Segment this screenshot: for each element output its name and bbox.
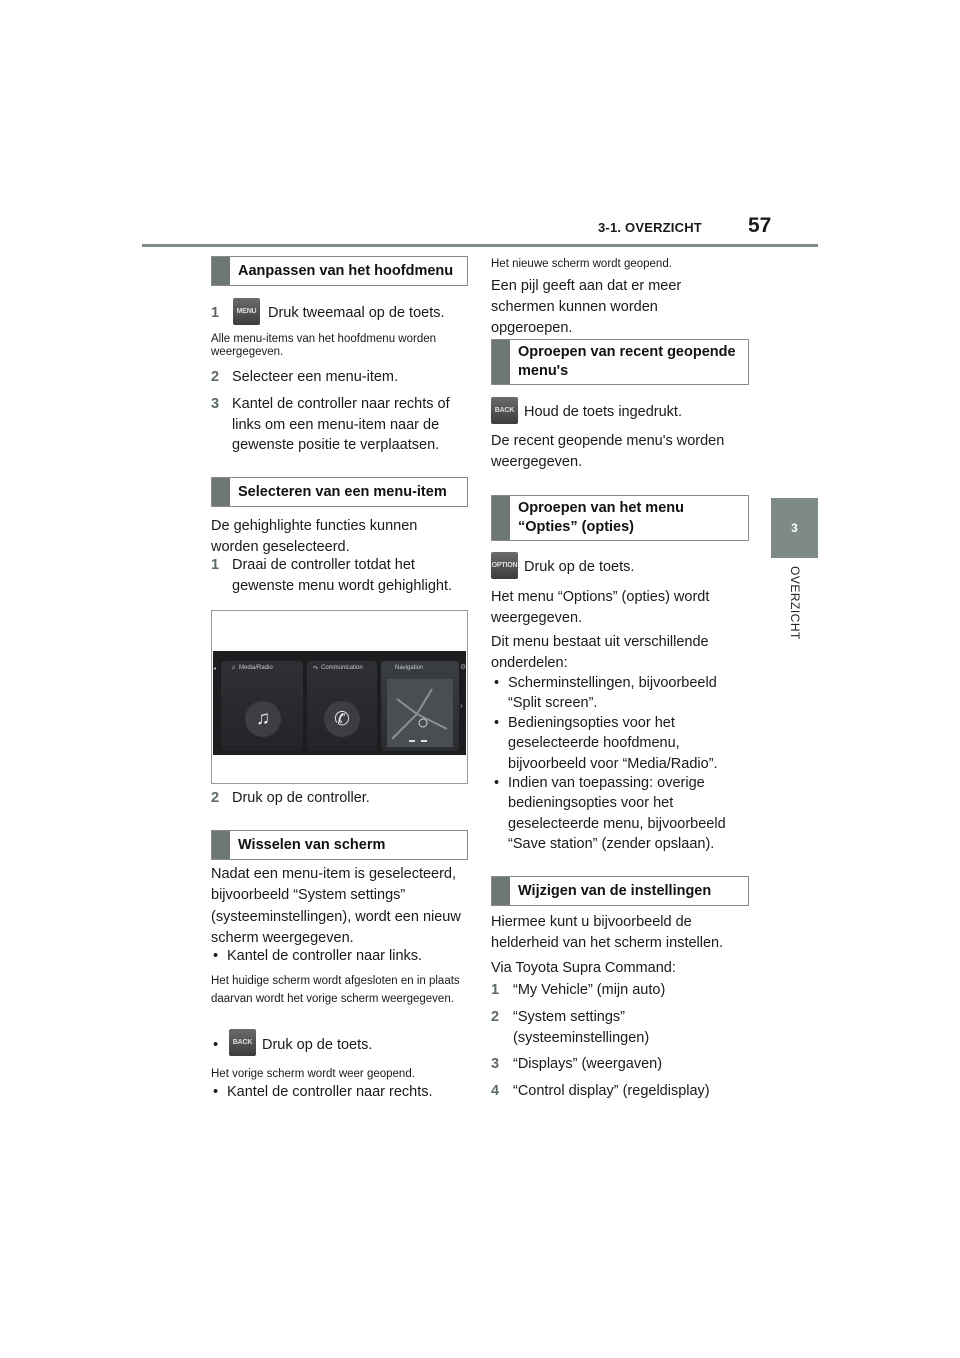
option-button-icon: OPTION (491, 552, 518, 579)
tile-label: Communication (321, 665, 363, 671)
bullet-dot: • (494, 715, 500, 731)
chapter-label: OVERZICHT (788, 566, 802, 640)
paragraph: De gehighlighte functies kunnen worden geselecteerd. (211, 518, 418, 555)
step-number: 2 (211, 369, 220, 385)
paragraph: Een pijl geeft aan dat er meer schermen kunnen worden opgeroepen. (491, 278, 682, 336)
section-heading-change-settings (491, 876, 749, 906)
back-button-icon: BACK (229, 1029, 256, 1056)
step-text: Selecteer een menu-item. (232, 369, 399, 385)
bullet-dot: • (494, 675, 500, 691)
phone-handset-icon: ✆ (324, 701, 360, 737)
tile-communication (307, 661, 377, 751)
status-icon: ◂ (213, 666, 217, 672)
paragraph: Nadat een menu-item is geselecteerd, bijvoorbeeld “System settings” (systeeminstellingen), wordt een nieuw scherm weergegeven. (211, 866, 461, 946)
section-title: Selecteren van een menu-item (238, 483, 447, 500)
action-text: Druk op de toets. (524, 559, 635, 575)
step-number: 3 (211, 396, 220, 412)
bullet-dot: • (494, 775, 500, 791)
scroll-right-arrow-icon: › (460, 701, 463, 710)
section-heading-recent-menus (491, 339, 749, 385)
paragraph: De recent geopende menu's worden weergegeven. (491, 433, 725, 470)
display-screen (213, 651, 466, 755)
tile-label: Media/Radio (239, 665, 273, 671)
heading-bar (212, 831, 230, 859)
step-number: 2 (211, 790, 220, 806)
phone-icon: ↷ (313, 666, 319, 672)
section-header: 3-1. OVERZICHT (598, 220, 702, 235)
step-number: 4 (491, 1083, 500, 1099)
page-number: 57 (748, 214, 772, 237)
menu-button-icon: MENU (233, 298, 260, 325)
back-button-icon: BACK (491, 397, 518, 424)
header-divider (142, 244, 818, 247)
paragraph: Via Toyota Supra Command: (491, 960, 676, 976)
step-number: 1 (211, 305, 220, 321)
section-heading-options-menu (491, 495, 749, 541)
step-text: “Displays” (weergaven) (513, 1056, 663, 1072)
step-text: Druk tweemaal op de toets. (268, 305, 445, 321)
bullet-text: Indien van toepassing: overige bedieningsopties voor het geselecteerde menu, bijvoorbeeld “Save station” (zender opslaan). (508, 775, 726, 852)
bullet-text: Kantel de controller naar links. (227, 948, 423, 964)
heading-bar (492, 340, 510, 384)
step-text: “My Vehicle” (mijn auto) (513, 982, 666, 998)
step-number: 1 (211, 557, 220, 573)
map-icon (387, 679, 453, 747)
section-title: Wisselen van scherm (238, 836, 386, 853)
step-text: Draai de controller totdat het gewenste menu wordt gehighlight. (232, 557, 453, 594)
step-text: “Control display” (regeldisplay) (513, 1083, 710, 1099)
heading-bar (212, 257, 230, 285)
step-number: 2 (491, 1009, 500, 1025)
control-display-screenshot (211, 610, 468, 784)
bullet-dot: • (213, 1084, 219, 1100)
step-number: 3 (491, 1056, 500, 1072)
section-heading-switch-screen (211, 830, 468, 860)
section-title: Oproepen van recent geopende menu's (518, 344, 736, 379)
paragraph: Hiermee kunt u bijvoorbeeld de helderheid van het scherm instellen. (491, 914, 724, 951)
step-text: “System settings” (systeeminstellingen) (513, 1009, 650, 1046)
step-text: Druk op de controller. (232, 790, 370, 806)
note-text: Het vorige scherm wordt weer geopend. (211, 1068, 415, 1080)
tile-label: Navigation (395, 665, 424, 671)
paragraph: Het menu “Options” (opties) wordt weergegeven. (491, 589, 710, 626)
section-heading-customize-main-menu (211, 256, 468, 286)
note-text: Het nieuwe scherm wordt geopend. (491, 258, 672, 270)
music-icon: ♫ (245, 701, 281, 737)
heading-bar (492, 496, 510, 540)
settings-icon: ⚙ (460, 664, 466, 671)
bullet-text: Scherminstellingen, bijvoorbeeld “Split screen”. (508, 675, 717, 712)
bullet-dot: • (213, 1037, 219, 1053)
step-text: Kantel de controller naar rechts of links om een menu-item naar de gewenste positie te verplaatsen. (232, 396, 450, 453)
heading-bar (212, 478, 230, 506)
section-title: Wijzigen van de instellingen (518, 882, 712, 899)
section-title: Oproepen van het menu “Opties” (opties) (518, 500, 684, 535)
tile-navigation (381, 661, 459, 751)
note-text: Alle menu-items van het hoofdmenu worden weergegeven. (211, 333, 437, 358)
step-number: 1 (491, 982, 500, 998)
section-heading-select-menu-item (211, 477, 468, 507)
music-note-icon: ♫ (231, 665, 236, 671)
section-title: Aanpassen van het hoofdmenu (238, 262, 454, 279)
bullet-text: Druk op de toets. (262, 1037, 373, 1053)
bullet-text: Bedieningsopties voor het geselecteerde hoofdmenu, bijvoorbeeld voor “Media/Radio”. (508, 715, 718, 772)
note-text: Het huidige scherm wordt afgesloten en in plaats daarvan wordt het vorige scherm weergegeven. (211, 975, 460, 1005)
chapter-tab[interactable]: 3 (771, 498, 818, 558)
paragraph: Dit menu bestaat uit verschillende onderdelen: (491, 634, 709, 671)
bullet-text: Kantel de controller naar rechts. (227, 1084, 433, 1100)
tile-media-radio (221, 661, 303, 751)
action-text: Houd de toets ingedrukt. (524, 404, 682, 420)
heading-bar (492, 877, 510, 905)
bullet-dot: • (213, 948, 219, 964)
